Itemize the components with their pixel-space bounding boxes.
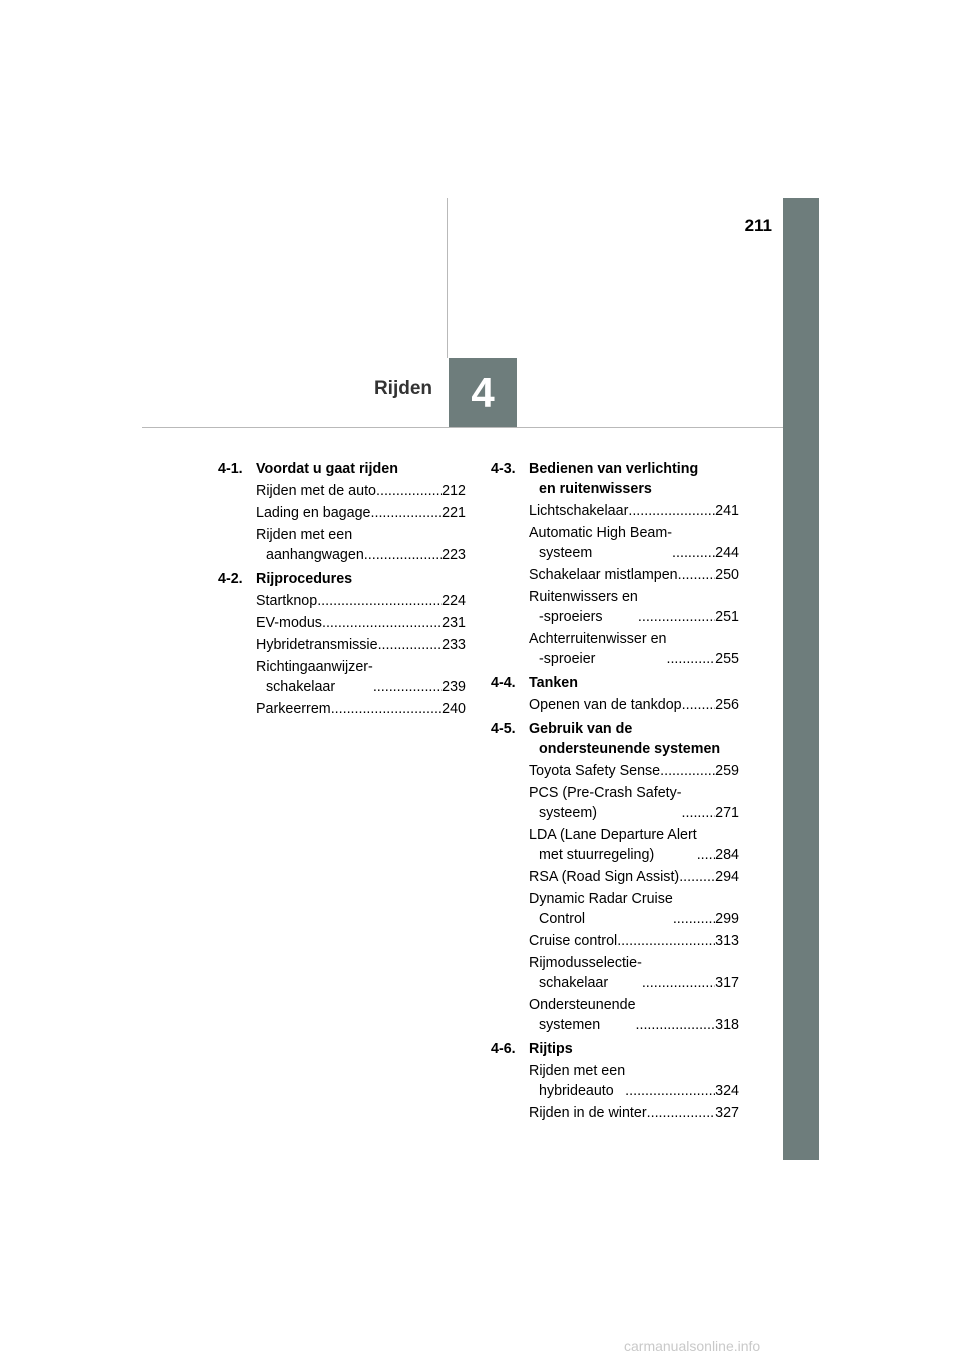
toc-entry[interactable] [256,699,466,719]
section-number: 4-6. [491,1041,516,1057]
horizontal-divider [142,427,783,428]
toc-entry-page: 241 [715,503,739,519]
dot-leader [625,1081,715,1101]
toc-entry-page: 231 [442,615,466,631]
toc-entry-page: 239 [442,679,466,695]
toc-entry-page: 317 [715,975,739,991]
section-title-line: Gebruik van de [529,721,633,737]
dot-leader [376,481,442,501]
dot-leader [673,909,715,929]
toc-entry-page: 212 [442,483,466,499]
section-heading [491,459,739,499]
toc-entry-line: Lichtschakelaar [529,503,629,519]
section-number: 4-1. [218,461,243,477]
section-title [529,719,739,759]
toc-entry-label [256,657,373,697]
toc-entry-label [256,525,364,565]
section-title-line: Bedienen van verlichting [529,461,699,477]
toc-entry[interactable] [529,889,739,929]
dot-leader [638,607,715,627]
toc-entry-line: Rijden met een [256,527,353,543]
toc-entry-label [529,953,642,993]
toc-entry-line: Richtingaanwijzer- [256,659,373,675]
dot-leader [317,591,442,611]
section-title [529,459,739,499]
dot-leader [642,973,715,993]
dot-leader [371,503,443,523]
toc-entry-page: 284 [715,847,739,863]
toc-entry[interactable] [529,523,739,563]
section-title-line: en ruitenwissers [539,481,652,497]
toc-entry[interactable] [529,783,739,823]
toc-entry-line: -sproeier [539,651,596,667]
toc-entry-label [529,889,673,929]
dot-leader [697,845,715,865]
toc-entry-label [529,1103,647,1123]
toc-entry[interactable] [529,825,739,865]
toc-entry-line: PCS (Pre-Crash Safety- [529,785,682,801]
chapter-title: Rijden [373,378,432,399]
toc-entry-line: LDA (Lane Departure Alert [529,827,697,843]
toc-entry-label [529,523,672,563]
toc-entry-line: Ondersteunende [529,997,636,1013]
toc-entry[interactable] [529,953,739,993]
toc-entry-page: 244 [715,545,739,561]
toc-entry-line: Ruitenwissers en [529,589,638,605]
toc-entry[interactable] [256,525,466,565]
toc-entry-page: 256 [715,697,739,713]
toc-entry[interactable] [529,995,739,1035]
toc-entry-line: Rijden met de auto [256,483,377,499]
toc-entry-label [529,587,638,627]
chapter-number-box: 4 [449,358,517,427]
toc-entry-page: 233 [442,637,466,653]
section-title-line: Rijtips [529,1041,573,1057]
toc-entry-page: 313 [715,933,739,949]
toc-entry-page: 223 [442,547,466,563]
dot-leader [660,761,715,781]
toc-entry[interactable] [529,867,739,887]
dot-leader [672,543,715,563]
section-title-line: ondersteunende systemen [539,741,721,757]
toc-entry-line: met stuurregeling) [539,847,655,863]
footer-watermark: carmanualsonline.info [624,1338,761,1354]
toc-entry-page: 299 [715,911,739,927]
toc-entry-line: -sproeiers [539,609,603,625]
toc-entry[interactable] [529,587,739,627]
dot-leader [331,699,442,719]
toc-entry-line: systemen [539,1017,601,1033]
toc-entry-line: aanhangwagen [266,547,364,563]
toc-entry[interactable] [529,1103,739,1123]
toc-entry-line: Rijden met een [529,1063,626,1079]
section-title [529,1039,739,1059]
toc-entry-page: 294 [715,869,739,885]
toc-entry-line: hybrideauto [539,1083,614,1099]
toc-entry-page: 324 [715,1083,739,1099]
dot-leader [364,545,442,565]
toc-entry-page: 327 [715,1105,739,1121]
toc-entry-line: Achterruitenwisser en [529,631,667,647]
dot-leader [628,501,715,521]
toc-entry[interactable] [529,761,739,781]
toc-entry-line: schakelaar [539,975,609,991]
toc-entry-label [529,1061,625,1101]
dot-leader [373,677,442,697]
toc-left-column [218,459,466,723]
toc-entry-line: Control [539,911,586,927]
toc-entry-page: 271 [715,805,739,821]
dot-leader [647,1103,716,1123]
toc-entry[interactable] [529,629,739,669]
toc-entry-page: 255 [715,651,739,667]
section-heading [218,459,466,479]
toc-entry-label [529,695,682,715]
toc-entry-page: 240 [442,701,466,717]
page-number: 211 [744,216,772,235]
section-title-line: Tanken [529,675,578,691]
toc-entry[interactable] [529,501,739,521]
section-gap [218,721,466,723]
toc-entry-line: Rijden in de winter [529,1105,647,1121]
section-title-line: Voordat u gaat rijden [256,461,398,477]
section-number: 4-3. [491,461,516,477]
section-title-line: Rijprocedures [256,571,353,587]
toc-entry-line: Hybridetransmissie [256,637,378,653]
section-title [256,569,466,589]
toc-entry-page: 250 [715,567,739,583]
toc-entry[interactable] [529,1061,739,1101]
toc-entry-label [529,761,660,781]
toc-entry-line: Toyota Safety Sense [529,763,661,779]
section-heading [218,569,466,589]
toc-entry-page: 224 [442,593,466,609]
toc-entry-label [529,995,636,1035]
toc-entry-label [529,825,697,865]
toc-entry-label [256,591,317,611]
toc-entry-line: Automatic High Beam- [529,525,673,541]
toc-entry-page: 259 [715,763,739,779]
chapter-sidebar-tab [783,198,819,1160]
toc-entry-label [529,931,617,951]
toc-entry-line: EV-modus [256,615,322,631]
toc-entry-line: Dynamic Radar Cruise [529,891,673,907]
dot-leader [679,867,715,887]
dot-leader [682,695,716,715]
toc-entry[interactable] [256,657,466,697]
toc-entry-page: 251 [715,609,739,625]
toc-entry-line: Parkeerrem [256,701,331,717]
toc-entry[interactable] [256,503,466,523]
toc-entry-page: 221 [442,505,466,521]
toc-entry-line: Cruise control [529,933,618,949]
toc-entry-label [256,481,376,501]
toc-entry-label [256,613,322,633]
toc-entry[interactable] [529,565,739,585]
dot-leader [322,613,442,633]
toc-entry-line: Startknop [256,593,318,609]
toc-entry[interactable] [256,481,466,501]
toc-entry-page: 318 [715,1017,739,1033]
toc-entry[interactable] [256,635,466,655]
dot-leader [682,803,716,823]
section-number: 4-2. [218,571,243,587]
section-title [529,673,739,693]
dot-leader [636,1015,716,1035]
section-number: 4-4. [491,675,516,691]
toc-entry-label [529,565,678,585]
toc-entry-label [529,867,679,887]
section-heading [491,673,739,693]
toc-entry[interactable] [529,695,739,715]
toc-entry-line: Lading en bagage [256,505,371,521]
section-gap [491,1125,739,1127]
toc-entry-label [256,503,371,523]
toc-entry-line: schakelaar [266,679,336,695]
vertical-divider [447,198,448,358]
toc-entry-label [256,699,331,719]
toc-entry[interactable] [256,591,466,611]
section-heading [491,1039,739,1059]
section-number: 4-5. [491,721,516,737]
toc-entry-label [529,501,628,521]
dot-leader [617,931,715,951]
toc-entry-line: Openen van de tankdop [529,697,682,713]
dot-leader [678,565,716,585]
toc-entry-line: systeem [539,545,593,561]
toc-entry-label [256,635,378,655]
toc-entry-line: Rijmodusselectie- [529,955,642,971]
toc-entry-label [529,629,666,669]
dot-leader [378,635,443,655]
toc-entry-line: RSA (Road Sign Assist) [529,869,680,885]
section-title [256,459,466,479]
section-heading [491,719,739,759]
dot-leader [666,649,715,669]
toc-entry[interactable] [256,613,466,633]
toc-entry[interactable] [529,931,739,951]
toc-entry-line: systeem) [539,805,597,821]
toc-entry-label [529,783,682,823]
toc-entry-line: Schakelaar mistlampen [529,567,678,583]
toc-right-column [491,459,739,1127]
